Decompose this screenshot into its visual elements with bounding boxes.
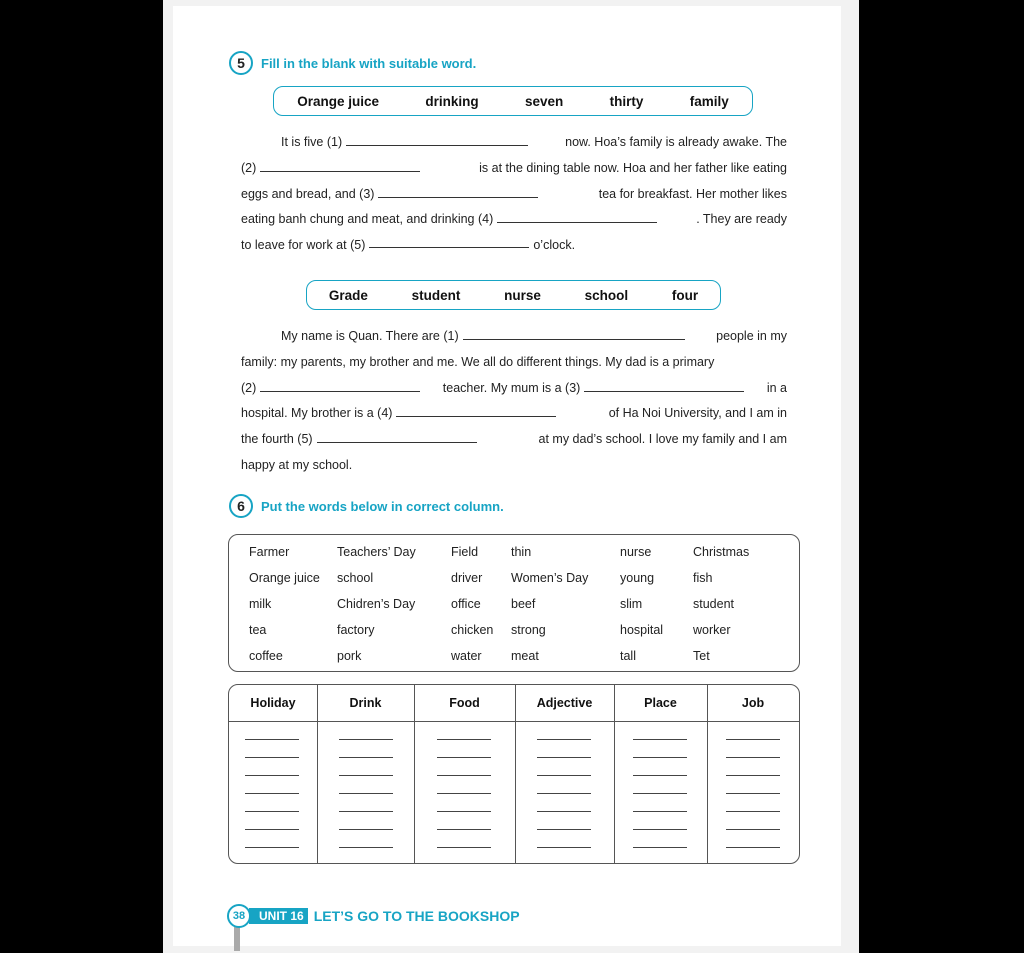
answer-line[interactable]: [245, 847, 299, 848]
word-cell: tall: [620, 649, 636, 663]
text: (2): [241, 380, 257, 395]
text: to leave for work at (5): [241, 238, 366, 253]
answer-line[interactable]: [437, 757, 491, 758]
text-line: [241, 376, 787, 402]
text: the fourth (5): [241, 432, 313, 447]
word-cell: worker: [693, 623, 731, 637]
exercise-number-badge: 5: [229, 51, 253, 75]
text-line: [241, 207, 787, 233]
text: eating banh chung and meat, and drinking (4): [241, 212, 494, 227]
word-option: seven: [524, 93, 564, 109]
column-header-drink: Drink: [349, 696, 382, 710]
word-cell: Christmas: [693, 545, 750, 559]
text: It is five (1): [281, 135, 343, 149]
word-cell: Field: [451, 545, 479, 559]
answer-line[interactable]: [537, 811, 591, 812]
word-cell: pork: [337, 649, 362, 663]
column-divider: [707, 685, 708, 863]
header-divider: [229, 721, 799, 722]
answer-line[interactable]: [339, 739, 393, 740]
word-cell: factory: [337, 623, 375, 637]
word-cell: milk: [249, 597, 272, 611]
word-cell: thin: [511, 545, 532, 559]
word-cell: hospital: [620, 623, 664, 637]
word-cell: student: [693, 597, 735, 611]
paragraph-2: [241, 324, 787, 479]
answer-blank[interactable]: [463, 325, 685, 340]
answer-line[interactable]: [537, 793, 591, 794]
text: My name is Quan. There are (1): [281, 329, 459, 343]
word-cell: Women’s Day: [511, 571, 589, 585]
text: family: my parents, my brother and me. We all do different things. My dad is a primary: [241, 354, 715, 369]
column-header-place: Place: [644, 696, 677, 710]
word-option: Orange juice: [297, 93, 379, 109]
answer-line[interactable]: [437, 739, 491, 740]
word-cell: Farmer: [249, 545, 290, 559]
word-option: Grade: [328, 287, 368, 303]
word-cell: Teachers’ Day: [337, 545, 416, 559]
answer-blank[interactable]: [369, 233, 529, 248]
text: of Ha Noi University, and I am in: [608, 406, 787, 421]
unit-label: UNIT 16: [249, 908, 308, 924]
word-cell: Orange juice: [249, 571, 320, 585]
answer-blank[interactable]: [378, 183, 538, 198]
exercise-6-header: [229, 494, 504, 518]
answer-line[interactable]: [537, 775, 591, 776]
answer-blank[interactable]: [346, 131, 528, 146]
answer-line[interactable]: [633, 739, 687, 740]
word-box-1: [273, 86, 753, 116]
answer-blank[interactable]: [584, 377, 744, 392]
word-cell: fish: [693, 571, 713, 585]
text: teacher. My mum is a (3): [442, 380, 581, 395]
answer-line[interactable]: [245, 829, 299, 830]
answer-line[interactable]: [633, 793, 687, 794]
column-header-adjective: Adjective: [536, 696, 593, 710]
text: . They are ready: [696, 212, 787, 227]
answer-blank[interactable]: [497, 208, 657, 223]
text: at my dad’s school. I love my family and I am: [538, 432, 787, 447]
text-line: [241, 350, 787, 376]
answer-line[interactable]: [339, 811, 393, 812]
answer-line[interactable]: [245, 757, 299, 758]
column-divider: [515, 685, 516, 863]
answer-line[interactable]: [437, 847, 491, 848]
answer-line[interactable]: [339, 847, 393, 848]
word-cell: coffee: [249, 649, 283, 663]
text-line: [241, 401, 787, 427]
text: tea for breakfast. Her mother likes: [598, 186, 787, 201]
word-option: thirty: [609, 93, 644, 109]
answer-line[interactable]: [633, 829, 687, 830]
text: hospital. My brother is a (4): [241, 406, 393, 421]
answer-line[interactable]: [726, 811, 780, 812]
column-divider: [614, 685, 615, 863]
answer-line[interactable]: [437, 793, 491, 794]
answer-line[interactable]: [537, 757, 591, 758]
word-option: family: [689, 93, 729, 109]
word-cell: chicken: [451, 623, 494, 637]
word-cell: strong: [511, 623, 546, 637]
page-background: [163, 0, 859, 953]
word-cell: Tet: [693, 649, 710, 663]
answer-line[interactable]: [437, 811, 491, 812]
answer-line[interactable]: [726, 847, 780, 848]
word-cell: meat: [511, 649, 539, 663]
answer-line[interactable]: [537, 739, 591, 740]
exercise-title: Put the words below in correct column.: [261, 498, 504, 514]
word-list-box: [228, 534, 800, 672]
column-header-food: Food: [449, 696, 480, 710]
word-cell: young: [620, 571, 655, 585]
answer-line[interactable]: [633, 847, 687, 848]
word-cell: Chidren’s Day: [337, 597, 416, 611]
answer-line[interactable]: [339, 775, 393, 776]
answer-line[interactable]: [339, 757, 393, 758]
text: (2): [241, 160, 257, 175]
word-option: nurse: [504, 287, 541, 303]
worksheet-page: [173, 6, 841, 946]
paragraph-1: [241, 130, 787, 259]
unit-title: LET’S GO TO THE BOOKSHOP: [313, 908, 520, 924]
word-cell: tea: [249, 623, 267, 637]
word-option: drinking: [425, 93, 479, 109]
text-line: [241, 130, 787, 156]
text: in a: [766, 380, 787, 395]
exercise-title: Fill in the blank with suitable word.: [261, 55, 477, 71]
answer-line[interactable]: [339, 793, 393, 794]
answer-line[interactable]: [245, 793, 299, 794]
word-cell: slim: [620, 597, 643, 611]
text-line: [241, 427, 787, 453]
word-cell: driver: [451, 571, 483, 585]
answer-line[interactable]: [726, 775, 780, 776]
text-line: [241, 324, 787, 350]
word-cell: beef: [511, 597, 536, 611]
text: eggs and bread, and (3): [241, 186, 375, 201]
answer-blank[interactable]: [396, 402, 556, 417]
answer-line[interactable]: [245, 739, 299, 740]
column-header-job: Job: [741, 696, 765, 710]
answer-line[interactable]: [437, 775, 491, 776]
answer-line[interactable]: [633, 757, 687, 758]
page-number: 38: [227, 904, 251, 928]
answer-blank[interactable]: [260, 157, 420, 172]
word-cell: nurse: [620, 545, 652, 559]
text-line: [241, 182, 787, 208]
word-box-2: [306, 280, 721, 310]
word-cell: water: [451, 649, 482, 663]
page-footer: [227, 904, 520, 928]
text: is at the dining table now. Hoa and her father like eating: [479, 160, 787, 175]
answer-line[interactable]: [245, 775, 299, 776]
exercise-number-badge: 6: [229, 494, 253, 518]
column-divider: [414, 685, 415, 863]
text-line: [241, 156, 787, 182]
word-cell: office: [451, 597, 481, 611]
text: o’clock.: [533, 238, 576, 253]
text-line: [241, 233, 787, 259]
answer-line[interactable]: [726, 757, 780, 758]
answer-line[interactable]: [339, 829, 393, 830]
answer-blank[interactable]: [317, 428, 477, 443]
text-line: [241, 453, 787, 479]
word-cell: school: [337, 571, 374, 585]
word-option: student: [411, 287, 461, 303]
text: people in my: [716, 329, 787, 343]
exercise-5-header: [229, 51, 476, 75]
word-option: four: [671, 287, 699, 303]
answer-line[interactable]: [633, 811, 687, 812]
answer-line[interactable]: [537, 829, 591, 830]
word-option: school: [584, 287, 629, 303]
text: happy at my school.: [241, 457, 353, 472]
answer-line[interactable]: [633, 775, 687, 776]
category-table: [228, 684, 800, 864]
footer-tab: [234, 926, 240, 951]
answer-line[interactable]: [437, 829, 491, 830]
answer-line[interactable]: [726, 829, 780, 830]
column-divider: [317, 685, 318, 863]
answer-line[interactable]: [245, 811, 299, 812]
answer-line[interactable]: [537, 847, 591, 848]
answer-line[interactable]: [726, 793, 780, 794]
answer-line[interactable]: [726, 739, 780, 740]
column-header-holiday: Holiday: [250, 696, 296, 710]
text: now. Hoa’s family is already awake. The: [565, 135, 787, 149]
answer-blank[interactable]: [260, 377, 420, 392]
